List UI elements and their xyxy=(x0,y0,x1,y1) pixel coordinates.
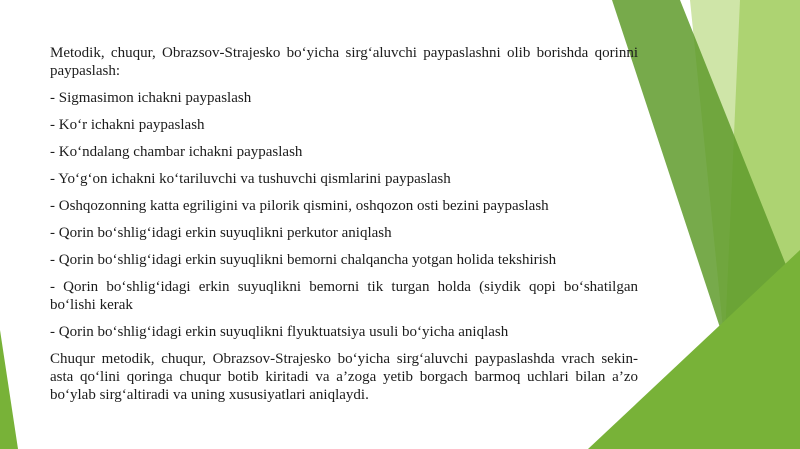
left-green-corner xyxy=(0,330,18,449)
list-item: - Ko‘ndalang chambar ichakni paypaslash xyxy=(50,144,303,160)
list-item: - Qorin bo‘shlig‘idagi erkin suyuqlikni bemorni tik turgan holda (siydik qopi bo‘shatilgan bo‘lishi kerak xyxy=(50,279,638,313)
slide-text xyxy=(50,44,638,404)
list-item: - Qorin bo‘shlig‘idagi erkin suyuqlikni bemorni chalqancha yotgan holida tekshirish xyxy=(50,252,557,268)
closing-paragraph: Chuqur metodik, chuqur, Obrazsov-Strajesko bo‘yicha sirg‘aluvchi paypaslashda vrach sekin-asta qo‘lini qoringa chuqur botib kiritadi va a’zoga yetib borgach barmoq uchlari bilan a’zo bo‘ylab sirg‘altiradi va uning xususiyatlari aniqlaydi. xyxy=(50,351,638,403)
list-item: - Yo‘g‘on ichakni ko‘tariluvchi va tushuvchi qismlarini paypaslash xyxy=(50,171,451,187)
list-item: - Qorin bo‘shlig‘idagi erkin suyuqlikni perkutor aniqlash xyxy=(50,225,392,241)
list-item: - Ko‘r ichakni paypaslash xyxy=(50,117,205,133)
list-item: - Oshqozonning katta egriligini va pilorik qismini, oshqozon osti bezini paypaslash xyxy=(50,198,549,214)
list-item: - Qorin bo‘shlig‘idagi erkin suyuqlikni flyuktuatsiya usuli bo‘yicha aniqlash xyxy=(50,324,509,340)
intro-paragraph: Metodik, chuqur, Obrazsov-Strajesko bo‘yicha sirg‘aluvchi paypaslashni olib borishda qorinni paypaslash: xyxy=(50,45,638,79)
list-item: - Sigmasimon ichakni paypaslash xyxy=(50,90,252,106)
